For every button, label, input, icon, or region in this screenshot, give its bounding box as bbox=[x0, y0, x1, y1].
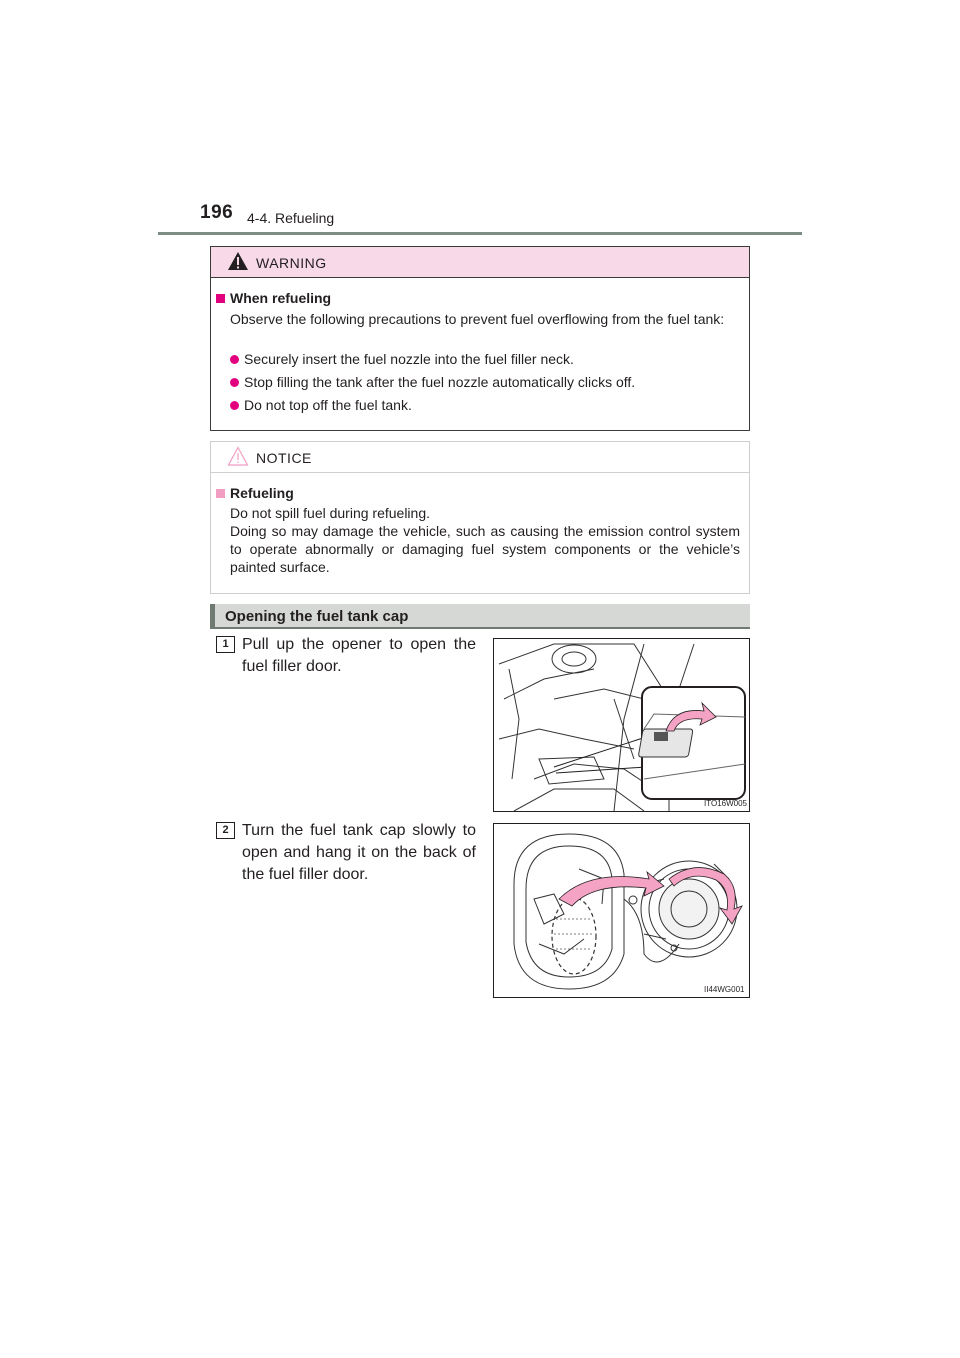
bullet-dot-icon bbox=[230, 355, 239, 364]
section-title: Opening the fuel tank cap bbox=[225, 608, 409, 625]
warning-title: When refueling bbox=[216, 290, 331, 306]
square-bullet-icon bbox=[216, 489, 225, 498]
figure-code: ITO16W005 bbox=[704, 799, 747, 808]
warning-heading: WARNING bbox=[256, 255, 327, 271]
bullet-dot-icon bbox=[230, 401, 239, 410]
notice-box bbox=[210, 441, 750, 594]
figure-fuel-door-opener bbox=[493, 638, 750, 812]
bullet-dot-icon bbox=[230, 378, 239, 387]
warning-bullet: Securely insert the fuel nozzle into the fuel filler neck. bbox=[230, 351, 574, 367]
section-label: 4-4. Refueling bbox=[247, 210, 335, 226]
section-heading-bar bbox=[210, 604, 750, 629]
step-2-text: Turn the fuel tank cap slowly to open and hang it on the back of the fuel filler door. bbox=[242, 822, 476, 883]
notice-line: Do not spill fuel during refueling. bbox=[230, 505, 431, 521]
caution-triangle-icon bbox=[227, 446, 249, 466]
step-number-1: 1 bbox=[216, 636, 235, 653]
notice-heading: NOTICE bbox=[256, 450, 312, 466]
warning-bullet: Do not top off the fuel tank. bbox=[230, 397, 412, 413]
header-rule bbox=[158, 232, 802, 235]
notice-title: Refueling bbox=[216, 485, 294, 501]
step-1-text: Pull up the opener to open the fuel filler door. bbox=[242, 636, 476, 675]
figure-code: II44WG001 bbox=[704, 985, 745, 994]
page-number: 196 bbox=[200, 202, 234, 223]
step-number-2: 2 bbox=[216, 822, 235, 839]
notice-header bbox=[211, 442, 749, 473]
warning-bullet: Stop filling the tank after the fuel nozzle automatically clicks off. bbox=[230, 374, 635, 390]
warning-header bbox=[211, 247, 749, 278]
square-bullet-icon bbox=[216, 294, 225, 303]
warning-intro: Observe the following precautions to prevent fuel overflowing from the fuel tank: bbox=[230, 311, 725, 327]
page-header bbox=[0, 0, 960, 240]
fuel-cap-illustration bbox=[494, 824, 749, 997]
warning-triangle-icon bbox=[227, 251, 249, 271]
warning-box bbox=[210, 246, 750, 431]
section-bar-accent bbox=[210, 604, 215, 627]
figure-fuel-cap bbox=[493, 823, 750, 998]
notice-paragraph: Doing so may damage the vehicle, such as causing the emission control system to operate abnormally or damaging fuel system components or the vehicle’s painted surface. bbox=[230, 523, 740, 575]
car-interior-illustration bbox=[494, 639, 749, 811]
